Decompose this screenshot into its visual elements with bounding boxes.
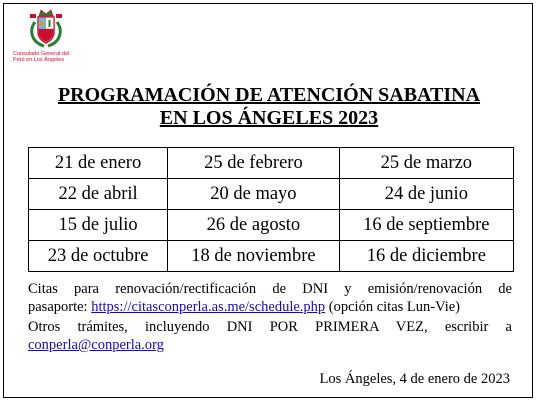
table-row bbox=[29, 210, 514, 241]
date-cell: 26 de agosto bbox=[168, 210, 340, 241]
schedule-link[interactable]: https://citasconperla.as.me/schedule.php bbox=[91, 299, 326, 315]
dni-appointments-line-2 bbox=[28, 298, 512, 316]
date-cell: 22 de abril bbox=[29, 179, 168, 210]
schedule-table bbox=[28, 147, 514, 272]
date-cell: 16 de septiembre bbox=[339, 210, 513, 241]
schedule-link-note: (opción citas Lun-Vie) bbox=[328, 299, 460, 315]
passport-label: pasaporte: bbox=[28, 299, 88, 315]
title-line-2: EN LOS ÁNGELES 2023 bbox=[159, 107, 379, 129]
date-cell: 25 de febrero bbox=[168, 148, 340, 179]
table-row bbox=[29, 148, 514, 179]
date-cell: 24 de junio bbox=[339, 179, 513, 210]
date-cell: 18 de noviembre bbox=[168, 241, 340, 272]
logo-text-line-2: Perú en Los Ángeles bbox=[13, 57, 65, 63]
dni-appointments-text: Citas para renovación/rectificación de DNI y emisión/renovación de bbox=[28, 281, 512, 297]
date-signature: Los Ángeles, 4 de enero de 2023 bbox=[319, 371, 510, 387]
email-line bbox=[28, 336, 512, 354]
date-cell: 25 de marzo bbox=[339, 148, 513, 179]
table-row bbox=[29, 179, 514, 210]
date-cell: 23 de octubre bbox=[29, 241, 168, 272]
date-cell: 20 de mayo bbox=[168, 179, 340, 210]
other-procedures-text: Otros trámites, incluyendo DNI POR PRIMERA VEZ, escribir a bbox=[28, 319, 512, 335]
email-link[interactable]: conperla@conperla.org bbox=[28, 337, 164, 353]
table-row bbox=[29, 241, 514, 272]
logo-text-line-1: Consulado General del bbox=[13, 51, 70, 57]
date-cell: 15 de julio bbox=[29, 210, 168, 241]
peru-coat-of-arms-icon bbox=[27, 8, 65, 48]
date-cell: 21 de enero bbox=[29, 148, 168, 179]
consulate-logo bbox=[13, 8, 113, 66]
title-line-1: PROGRAMACIÓN DE ATENCIÓN SABATINA bbox=[57, 84, 481, 106]
date-cell: 16 de diciembre bbox=[339, 241, 513, 272]
